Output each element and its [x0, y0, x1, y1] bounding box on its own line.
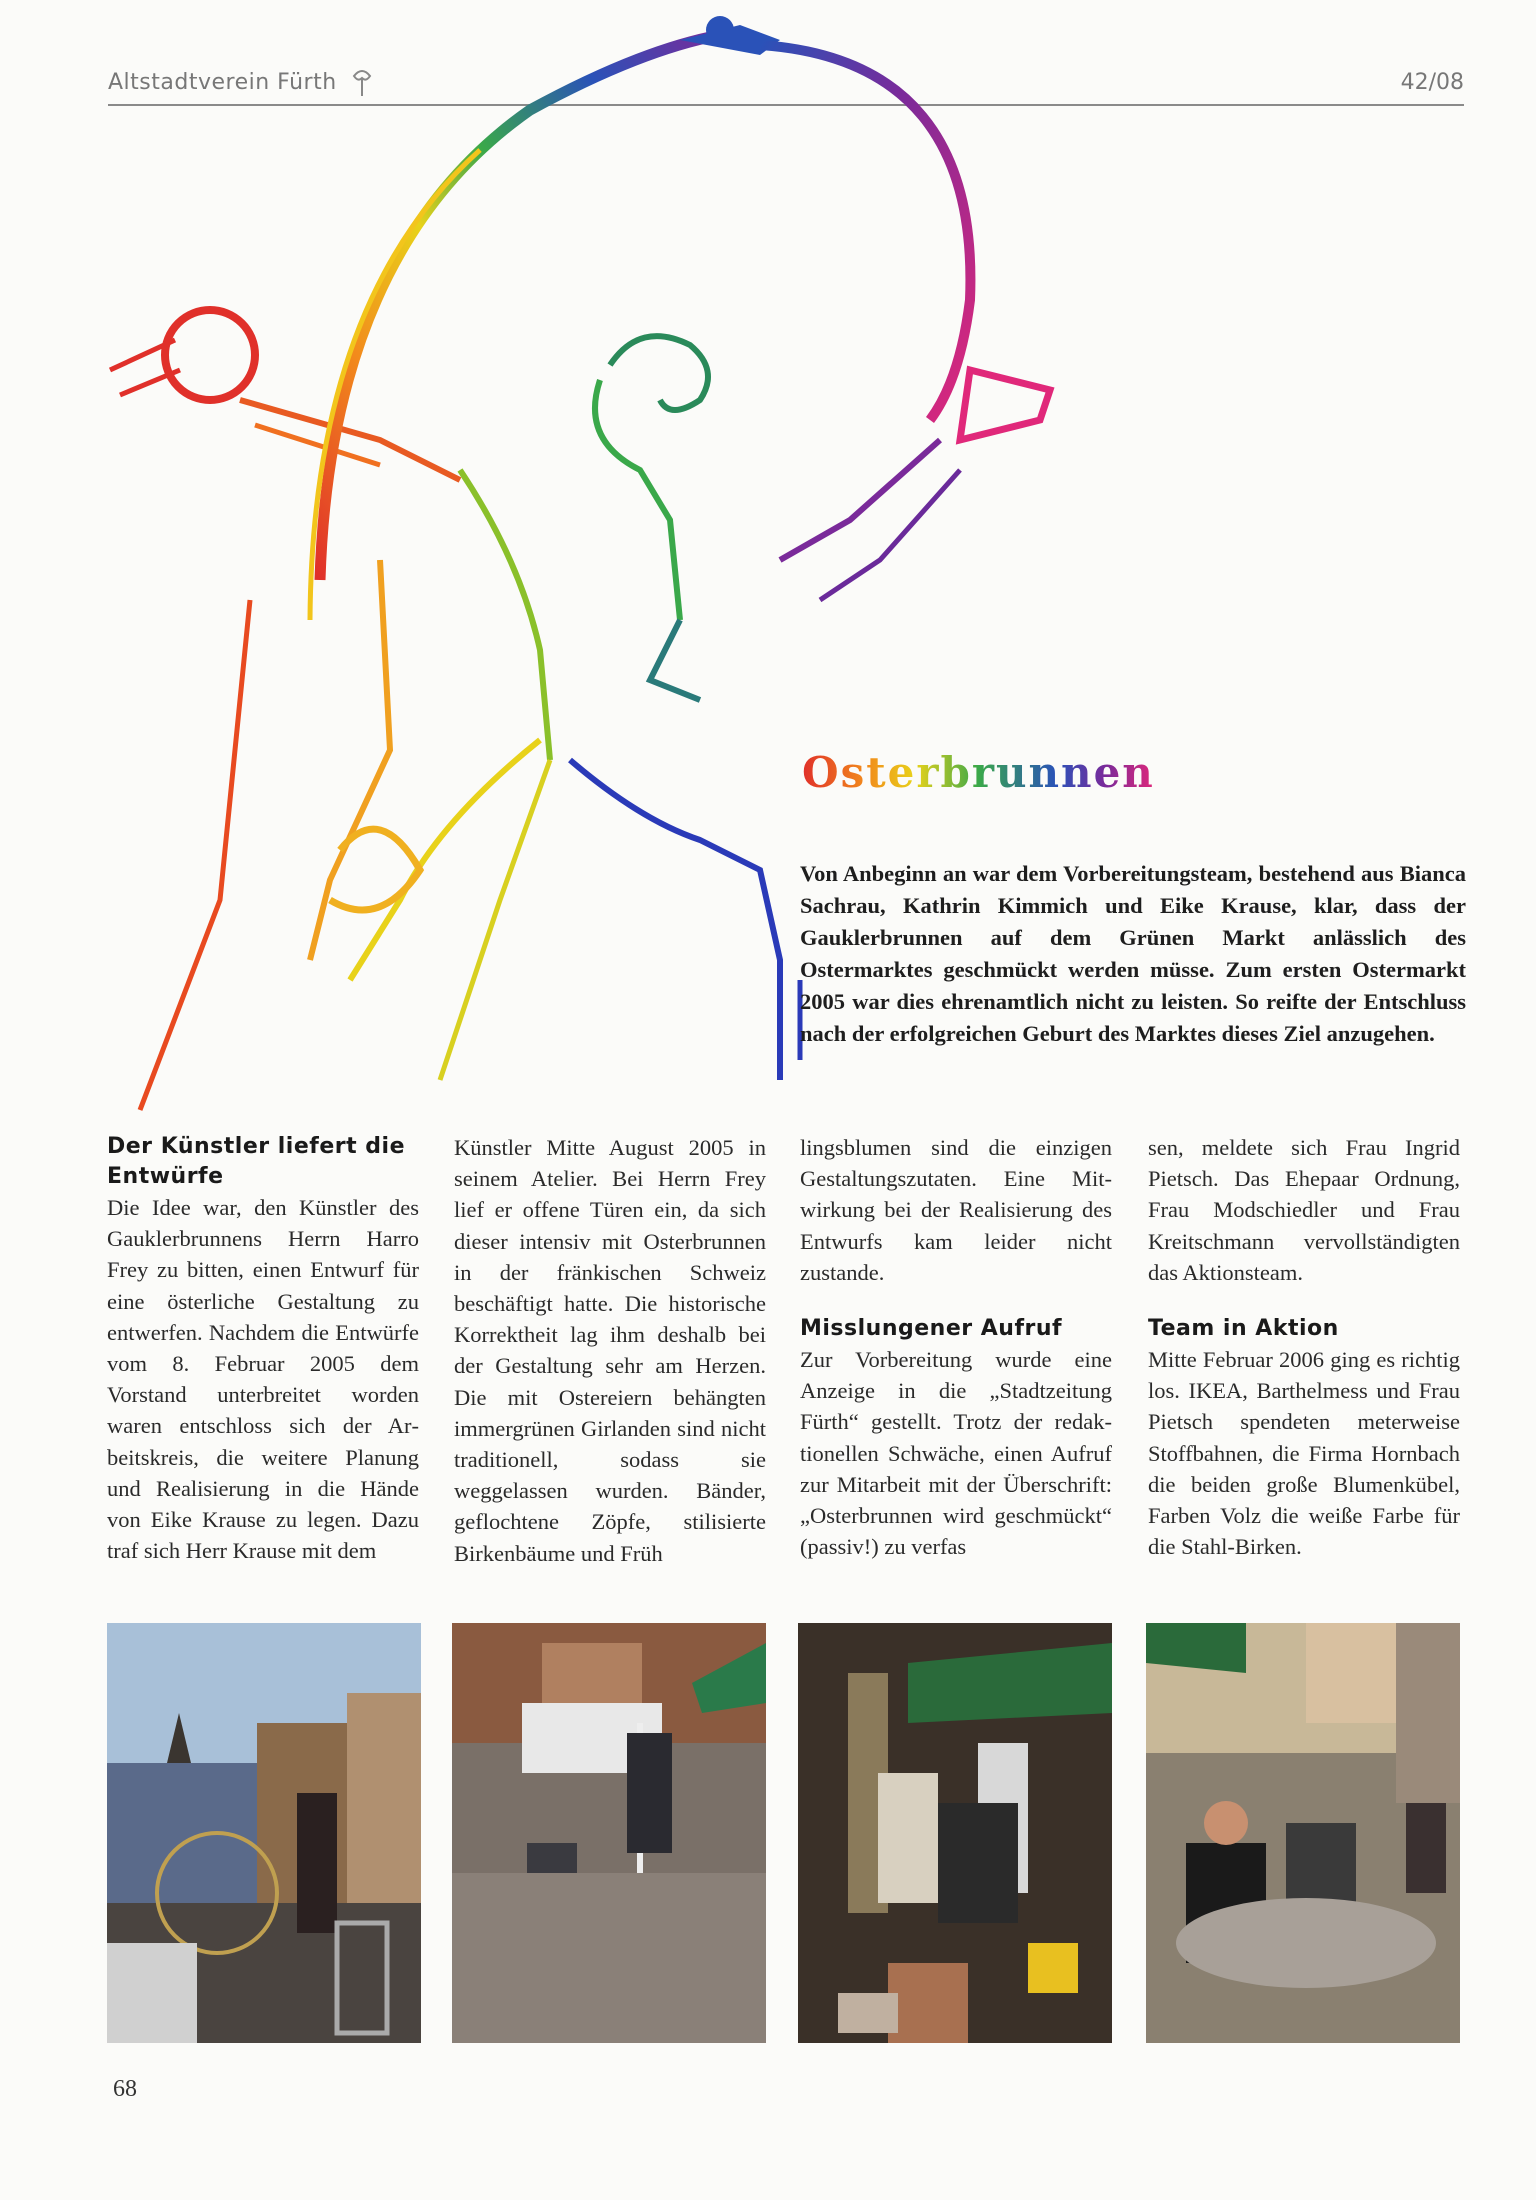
article-lead: Von Anbeginn an war dem Vorbereitungsteam, bestehend aus Bianca Sachrau, Kathrin Kimmich und Eike Krause, klar, dass der Gauklerbrunnen auf dem Grünen Markt anlässlich des Ostermarktes geschmückt werden müsse. Zum ersten Ostermarkt 2005 war dies ehrenamtlich nicht zu leisten. So reifte der Entschluss nach der erfolgreichen Geburt des Marktes dieses Ziel anzugehen. — [800, 861, 1466, 1046]
column-4-text: sen, meldete sich Frau Ingrid Pietsch. Das Ehepaar Ordnung, Frau Modschiedler und Frau Kreitschmann vervollständigten das Aktionsteam. — [1148, 1135, 1460, 1285]
column-2 — [454, 1132, 766, 1569]
column-1-text: Die Idee war, den Künstler des Gauklerbrunnens Herrn Harro Frey zu bitten, einen Entwurf für eine österliche Gestaltung zu entwerfen. Nachdem die Entwürfe vom 8. Februar 2005 dem Vorstand unterbreitet worden waren entschloss sich der Arbeitskreis, die weitere Planung und Realisierung in die Hände von Eike Krause zu legen. Dazu traf sich Herr Krause mit dem — [107, 1195, 419, 1564]
section-heading-aufruf: Misslungener Aufruf — [800, 1316, 1063, 1342]
section-heading-kuenstler: Der Künstler liefert die Entwürfe — [107, 1134, 405, 1189]
column-3 — [800, 1132, 1112, 1562]
column-3-text: lingsblumen sind die einzigen Gestaltungszutaten. Eine Mitwirkung bei der Realisierung des Entwurfs kam leider nicht zustande. — [800, 1135, 1112, 1285]
section-heading-team: Team in Aktion — [1148, 1316, 1339, 1342]
column-2-text: Künstler Mitte August 2005 in seinem Atelier. Bei Herrn Frey lief er offene Türen ein, da sich dieser intensiv mit Osterbrunnen in der fränkischen Schweiz beschäftigt hatte. Die historische Korrektheit lag ihm deshalb bei der Gestaltung sehr am Herzen. Die mit Ostereiern behängten immergrünen Girlanden sind nicht traditionell, sodass sie weggelassen wurden. Bänder, geflochtene Zöpfe, stilisierte Birkenbäume und Früh — [454, 1135, 766, 1566]
photo-birch-construction — [798, 1623, 1112, 2043]
column-4 — [1148, 1132, 1460, 1562]
column-1 — [107, 1132, 419, 1566]
photo-market-square — [452, 1623, 766, 2043]
page-number: 68 — [113, 2076, 137, 2102]
column-4-text-b: Mitte Februar 2006 ging es richtig los. IKEA, Barthelmess und Frau Pietsch spendeten meterweise Stoffbahnen, die Firma Hornbach die beiden große Blumenkübel, Farben Volz die weiße Farbe für die Stahl-Birken. — [1148, 1347, 1460, 1560]
photo-team-fountain — [1146, 1623, 1460, 2043]
header-publisher: Altstadtverein Fürth — [108, 70, 337, 95]
photo-fountain-ladder — [107, 1623, 421, 2043]
column-3-text-b: Zur Vorbereitung wurde eine Anzeige in die „Stadtzeitung Fürth“ gestellt. Trotz der redaktionellen Schwäche, einen Aufruf zur Mitarbeit mit der Überschrift: „Osterbrunnen wird geschmückt“ (passiv!) zu verfas — [800, 1347, 1112, 1560]
article-title: Osterbrunnen — [802, 748, 1155, 797]
header-issue: 42/08 — [1400, 70, 1464, 95]
